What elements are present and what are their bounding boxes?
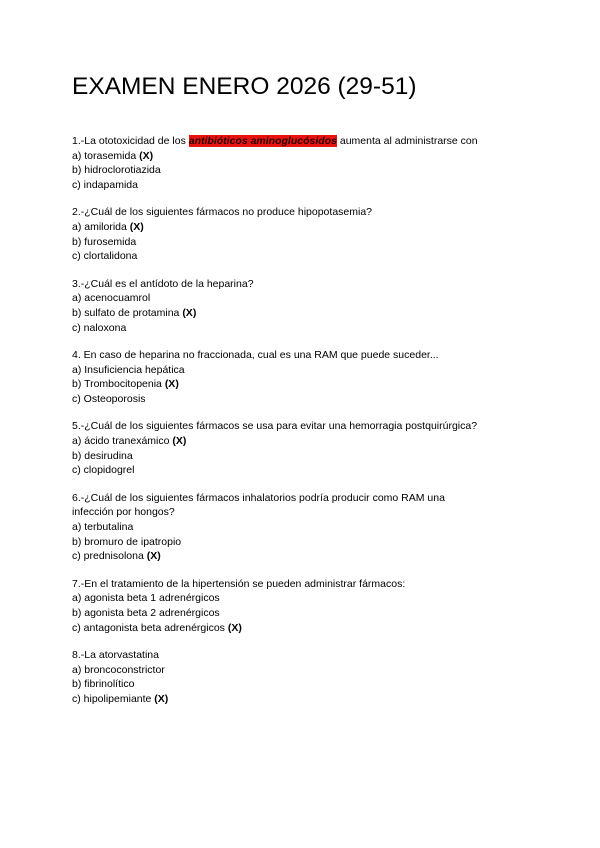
option-text: b) fibrinolítico bbox=[72, 678, 135, 691]
answer-mark: (X) bbox=[129, 221, 144, 234]
option-a bbox=[72, 291, 532, 306]
option-text: a) broncoconstrictor bbox=[72, 663, 165, 676]
option-text: a) Insuficiencia hepática bbox=[72, 363, 185, 376]
option-text: a) acenocuamrol bbox=[72, 292, 151, 305]
option-b bbox=[72, 235, 532, 250]
option-text: a) torasemida bbox=[72, 149, 140, 162]
option-c bbox=[72, 249, 532, 264]
stem-text: aumenta al administrarse con bbox=[336, 135, 478, 147]
question-stem: 6.-¿Cuál de los siguientes fármacos inhalatorios podría producir como RAM una infección por hongos? bbox=[72, 491, 445, 519]
option-text: c) clopidogrel bbox=[72, 464, 135, 477]
option-text: c) hipolipemiante bbox=[72, 693, 155, 705]
option-b bbox=[72, 677, 532, 692]
option-text: b) bromuro de ipatropio bbox=[72, 535, 182, 548]
question-stem bbox=[72, 134, 532, 149]
question-3 bbox=[72, 277, 532, 336]
answer-mark: (X) bbox=[139, 149, 154, 162]
question-1 bbox=[72, 134, 532, 193]
question-7 bbox=[72, 577, 532, 636]
option-text: b) furosemida bbox=[72, 235, 137, 248]
question-stem: 2.-¿Cuál de los siguientes fármacos no produce hipopotasemia? bbox=[72, 206, 373, 219]
option-text: c) indapamida bbox=[72, 179, 138, 192]
option-a bbox=[72, 520, 532, 535]
highlighted-term: antibióticos aminoglucósidos bbox=[188, 135, 337, 147]
option-text: b) desirudina bbox=[72, 449, 133, 462]
option-b bbox=[72, 535, 532, 550]
question-2 bbox=[72, 205, 532, 264]
option-a bbox=[72, 434, 532, 449]
option-a bbox=[72, 220, 532, 235]
option-text: a) amilorida bbox=[72, 221, 130, 234]
stem-text: 1.-La ototoxicidad de los bbox=[72, 135, 189, 147]
question-stem: 5.-¿Cuál de los siguientes fármacos se usa para evitar una hemorragia postquirúrgica? bbox=[72, 420, 478, 433]
question-6 bbox=[72, 491, 532, 565]
option-b bbox=[72, 306, 532, 321]
option-b bbox=[72, 449, 532, 464]
option-a bbox=[72, 363, 532, 378]
option-text: a) ácido tranexámico bbox=[72, 434, 173, 447]
option-text: c) naloxona bbox=[72, 321, 127, 334]
option-b bbox=[72, 606, 532, 621]
question-stem: 7.-En el tratamiento de la hipertensión se pueden administrar fármacos: bbox=[72, 577, 406, 590]
option-text: a) agonista beta 1 adrenérgicos bbox=[72, 592, 220, 605]
option-a bbox=[72, 663, 532, 678]
question-4 bbox=[72, 348, 532, 407]
option-text: c) antagonista beta adrenérgicos bbox=[72, 621, 228, 634]
option-text: c) Osteoporosis bbox=[72, 393, 146, 406]
question-stem: 4. En caso de heparina no fraccionada, cual es una RAM que puede suceder... bbox=[72, 348, 439, 361]
option-c bbox=[72, 549, 532, 564]
option-text: c) clortalidona bbox=[72, 250, 138, 263]
option-b bbox=[72, 163, 532, 178]
question-5 bbox=[72, 419, 532, 478]
option-text: b) sulfato de protamina bbox=[72, 307, 183, 320]
option-text: b) agonista beta 2 adrenérgicos bbox=[72, 606, 220, 619]
option-b bbox=[72, 377, 532, 392]
option-c bbox=[72, 463, 532, 478]
option-text: b) hidroclorotiazida bbox=[72, 164, 161, 177]
answer-mark: (X) bbox=[164, 378, 179, 391]
answer-mark: (X) bbox=[172, 434, 187, 447]
option-text: b) Trombocitopenia bbox=[72, 378, 165, 391]
question-8 bbox=[72, 648, 532, 707]
question-stem: 3.-¿Cuál es el antídoto de la heparina? bbox=[72, 277, 254, 290]
option-c bbox=[72, 621, 532, 636]
page-title: EXAMEN ENERO 2026 (29-51) bbox=[72, 73, 417, 100]
option-c bbox=[72, 692, 532, 707]
answer-mark: (X) bbox=[154, 693, 169, 705]
option-text: c) prednisolona bbox=[72, 550, 147, 563]
answer-mark: (X) bbox=[182, 307, 197, 320]
option-a bbox=[72, 591, 532, 606]
option-a bbox=[72, 149, 532, 164]
question-stem: 8.-La atorvastatina bbox=[72, 648, 159, 661]
answer-mark: (X) bbox=[146, 550, 161, 563]
option-c bbox=[72, 321, 532, 336]
answer-mark: (X) bbox=[227, 621, 242, 634]
option-c bbox=[72, 178, 532, 193]
option-c bbox=[72, 392, 532, 407]
option-text: a) terbutalina bbox=[72, 520, 134, 533]
question-list bbox=[72, 134, 532, 719]
